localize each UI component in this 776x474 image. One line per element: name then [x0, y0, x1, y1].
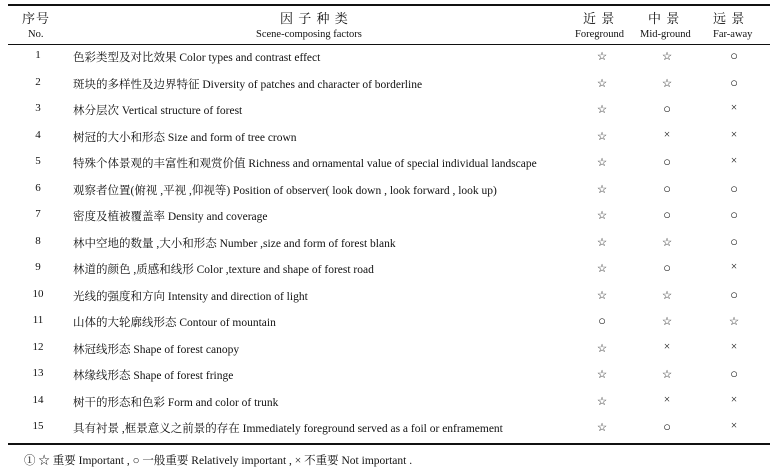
foreground-rating: ☆	[596, 342, 608, 355]
midground-rating: ×	[663, 340, 671, 353]
foreground-rating: ☆	[596, 183, 608, 196]
faraway-rating: ○	[730, 48, 738, 63]
row-number: 12	[32, 340, 44, 353]
factor-text: 山体的大轮廓线形态 Contour of mountain	[73, 317, 276, 329]
row-number: 11	[32, 314, 44, 326]
faraway-rating: ○	[730, 180, 738, 196]
midground-rating: ×	[663, 128, 671, 141]
midground-rating: ☆	[661, 369, 673, 381]
foreground-rating: ☆	[596, 395, 608, 408]
bottom-rule	[8, 443, 770, 445]
factor-text: 特殊个体景观的丰富性和观赏价值 Richness and ornamental value of special individual landscape	[73, 158, 537, 170]
foreground-rating: ☆	[596, 130, 608, 143]
foreground-rating: ☆	[596, 210, 608, 222]
row-number: 1	[35, 49, 41, 61]
factor-text: 树干的形态和色彩 Form and color of trunk	[73, 396, 279, 409]
midground-rating: ☆	[661, 236, 673, 249]
row-number: 13	[32, 367, 44, 379]
row-number: 8	[35, 234, 41, 247]
factor-text: 林冠线形态 Shape of forest canopy	[73, 343, 240, 356]
header-midground-zh: 中 景	[648, 11, 681, 26]
header-faraway-zh: 远 景	[713, 11, 746, 26]
faraway-rating: ○	[730, 366, 738, 381]
foreground-rating: ○	[598, 313, 606, 328]
midground-rating: ☆	[661, 289, 673, 302]
factor-text: 观察者位置(俯视 ,平视 ,仰视等) Position of observer( look down , look forward , look up)	[73, 184, 497, 197]
row-number: 10	[32, 287, 44, 300]
faraway-rating: ○	[730, 207, 738, 222]
row-number: 15	[32, 420, 44, 432]
faraway-rating: ×	[730, 393, 738, 406]
foreground-rating: ☆	[596, 51, 608, 63]
row-number: 3	[35, 102, 41, 114]
foreground-rating: ☆	[596, 263, 608, 275]
header-midground-en: Mid-ground	[640, 29, 691, 40]
foreground-rating: ☆	[596, 289, 608, 302]
footnote: ① ☆ 重要 Important , ○ 一般重要 Relatively important , × 不重要 Not important .	[24, 455, 413, 467]
row-number: 7	[35, 208, 41, 220]
header-foreground-zh: 近 景	[583, 11, 616, 26]
top-rule	[8, 4, 770, 6]
row-number: 4	[35, 128, 41, 141]
factor-text: 林道的颜色 ,质感和线形 Color ,texture and shape of forest road	[73, 264, 374, 276]
row-number: 6	[35, 181, 41, 194]
factor-text: 林分层次 Vertical structure of forest	[73, 105, 243, 117]
factor-text: 林中空地的数量 ,大小和形态 Number ,size and form of forest blank	[73, 237, 396, 250]
header-rule	[8, 44, 770, 45]
factor-text: 色彩类型及对比效果 Color types and contrast effect	[73, 52, 321, 64]
midground-rating: ○	[663, 260, 671, 275]
foreground-rating: ☆	[596, 369, 608, 381]
header-faraway-en: Far-away	[713, 29, 753, 40]
factor-text: 具有衬景 ,框景意义之前景的存在 Immediately foreground served as a foil or enframement	[73, 423, 503, 435]
row-number: 14	[32, 393, 44, 406]
faraway-rating: ×	[730, 155, 738, 167]
header-factors-zh: 因 子 种 类	[280, 11, 349, 26]
header-factors-en: Scene-composing factors	[256, 29, 362, 40]
midground-rating: ☆	[661, 77, 673, 90]
header-foreground-en: Foreground	[575, 29, 624, 40]
factor-text: 密度及植被覆盖率 Density and coverage	[73, 211, 268, 223]
midground-rating: ○	[663, 101, 671, 116]
faraway-rating: ×	[730, 261, 738, 273]
faraway-rating: ×	[730, 340, 738, 353]
midground-rating: ×	[663, 393, 671, 406]
foreground-rating: ☆	[596, 157, 608, 169]
foreground-rating: ☆	[596, 77, 608, 90]
midground-rating: ○	[663, 154, 671, 169]
faraway-rating: ○	[730, 286, 738, 302]
row-number: 5	[35, 155, 41, 167]
faraway-rating: ○	[730, 233, 738, 249]
faraway-rating: ×	[730, 102, 738, 114]
midground-rating: ○	[663, 207, 671, 222]
factor-text: 光线的强度和方向 Intensity and direction of light	[73, 290, 308, 303]
foreground-rating: ☆	[596, 104, 608, 116]
header-no-zh: 序号	[22, 11, 51, 26]
row-number: 2	[35, 75, 41, 88]
foreground-rating: ☆	[596, 236, 608, 249]
factor-text: 树冠的大小和形态 Size and form of tree crown	[73, 131, 297, 144]
foreground-rating: ☆	[596, 422, 608, 434]
midground-rating: ○	[663, 180, 671, 196]
midground-rating: ☆	[661, 316, 673, 328]
midground-rating: ○	[663, 419, 671, 434]
midground-rating: ☆	[661, 51, 673, 63]
header-no-en: No.	[28, 29, 44, 40]
factor-text: 斑块的多样性及边界特征 Diversity of patches and character of borderline	[73, 78, 423, 91]
faraway-rating: ○	[730, 74, 738, 90]
row-number: 9	[35, 261, 41, 273]
factor-text: 林缘线形态 Shape of forest fringe	[73, 370, 234, 382]
faraway-rating: ×	[730, 128, 738, 141]
faraway-rating: ☆	[728, 316, 740, 328]
faraway-rating: ×	[730, 420, 738, 432]
